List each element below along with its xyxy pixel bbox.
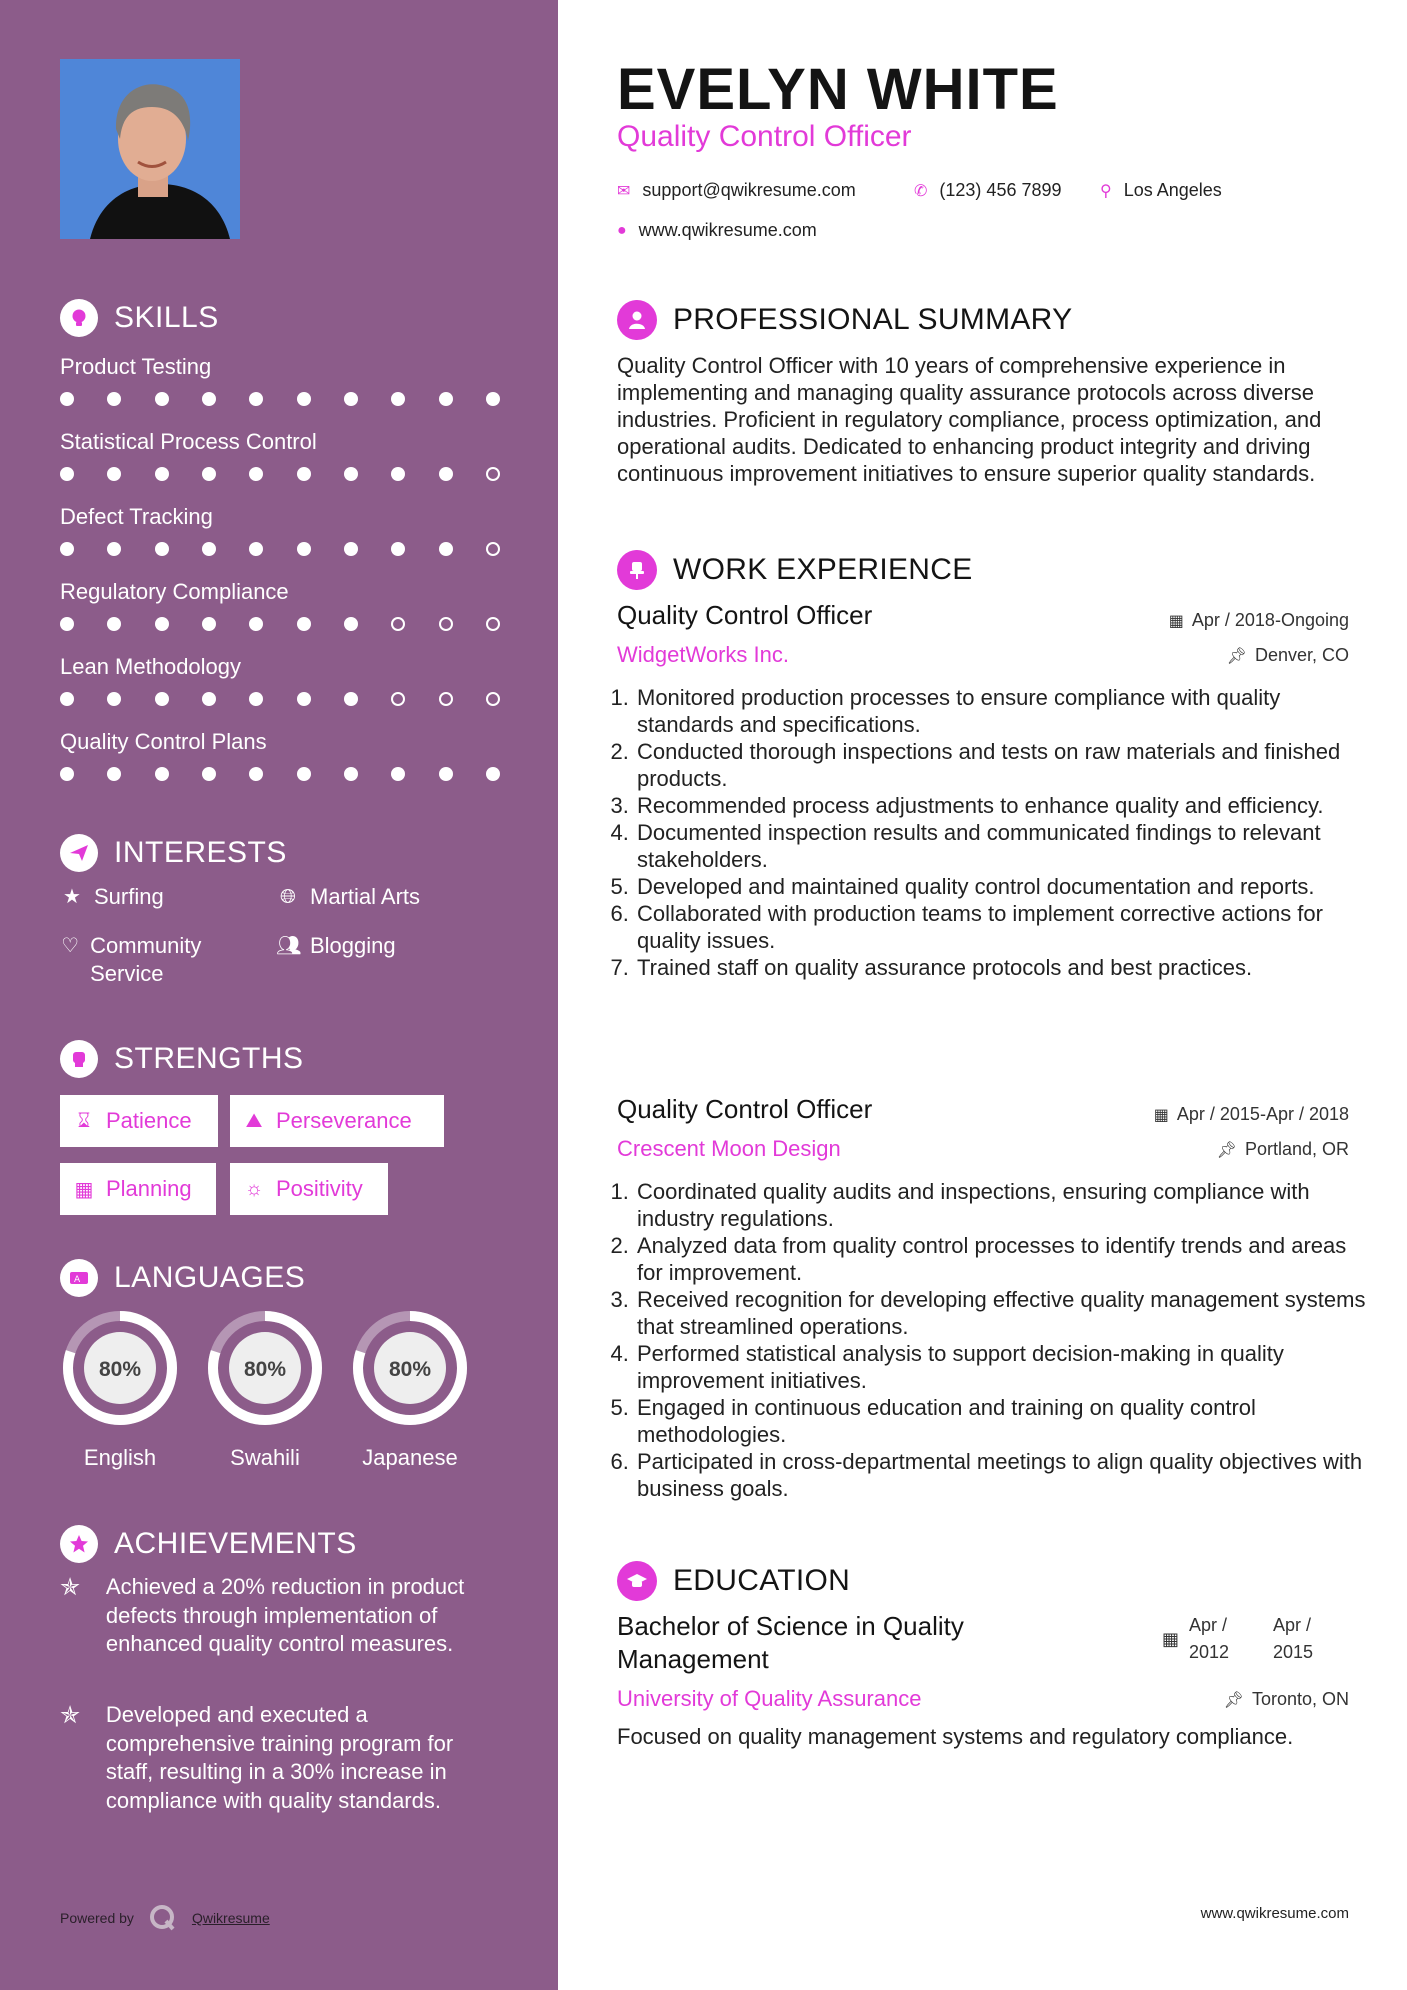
rating-dot-filled	[344, 542, 358, 556]
contact-phone[interactable]	[914, 180, 1062, 201]
pin-icon: 📌︎	[1216, 1141, 1237, 1159]
contact-location	[1100, 180, 1222, 201]
rating-dot-filled	[107, 542, 121, 556]
rating-dot-filled	[344, 392, 358, 406]
job-bullet: 4. Performed statistical analysis to support decision-making in quality improvement initiatives.	[635, 1340, 1375, 1394]
rating-dot-filled	[391, 767, 405, 781]
rating-dot-filled	[155, 542, 169, 556]
rating-dot-filled	[344, 617, 358, 631]
star-icon: ★	[63, 886, 81, 908]
hourglass-icon: ⌛︎	[77, 1109, 91, 1132]
experience-title: WORK EXPERIENCE	[673, 553, 973, 586]
job-company: Crescent Moon Design	[617, 1136, 841, 1161]
job-bullet: 5. Engaged in continuous education and training on quality control methodologies.	[635, 1394, 1375, 1448]
interest-label: Martial Arts	[310, 884, 421, 909]
rating-dot-filled	[391, 392, 405, 406]
job-dates-text: Apr / 2018-Ongoing	[1191, 610, 1349, 630]
interest-item	[60, 883, 164, 911]
education-text: Focused on quality management systems and regulatory compliance.	[617, 1724, 1294, 1749]
calendar-icon: ▦	[1162, 1629, 1180, 1649]
road-icon: ⛰︎	[245, 1109, 263, 1132]
rating-dot-filled	[202, 392, 216, 406]
skill-item	[60, 352, 510, 406]
pin-icon: 📌︎	[1226, 647, 1247, 665]
language-percent: 80%	[243, 1358, 287, 1381]
rating-dot-empty	[486, 542, 500, 556]
interest-label: Community Service	[90, 933, 202, 986]
rating-dot-filled	[297, 542, 311, 556]
lightbulb-icon	[60, 299, 98, 337]
job-bullet: 3. Recommended process adjustments to enhance quality and efficiency.	[635, 792, 1375, 819]
language-progress-ring	[205, 1308, 325, 1428]
job-location-text: Denver, CO	[1254, 645, 1349, 665]
powered-label: Powered by	[60, 1910, 134, 1926]
language-percent: 80%	[388, 1358, 432, 1381]
job-company: WidgetWorks Inc.	[617, 642, 789, 667]
rating-dot-filled	[297, 767, 311, 781]
rating-dot-filled	[107, 767, 121, 781]
skill-item	[60, 502, 510, 556]
job-bullet: 2. Analyzed data from quality control processes to identify trends and areas for improvement.	[635, 1232, 1375, 1286]
language-icon	[60, 1259, 98, 1297]
achievement-text: Achieved a 20% reduction in product defects through implementation of enhanced quality control measures.	[105, 1574, 465, 1656]
education-start: Apr / 2012	[1189, 1615, 1230, 1662]
strength-label: Perseverance	[276, 1108, 412, 1133]
skill-label: Quality Control Plans	[60, 729, 267, 754]
qwikresume-logo-icon	[148, 1903, 178, 1933]
job-bullet: 1. Monitored production processes to ensure compliance with quality standards and specifications.	[635, 684, 1375, 738]
interest-label: Surfing	[94, 884, 164, 909]
phone-icon: ✆	[914, 182, 928, 200]
contact-website[interactable]	[617, 220, 817, 241]
skill-label: Lean Methodology	[60, 654, 242, 679]
sidebar	[0, 0, 558, 1990]
calendar-icon: ▦	[74, 1178, 94, 1201]
strength-badge	[230, 1095, 444, 1147]
website-text: www.qwikresume.com	[638, 220, 817, 240]
interest-label: Blogging	[310, 933, 396, 958]
rating-dot-filled	[391, 542, 405, 556]
job-title: Quality Control Officer	[617, 1094, 873, 1124]
skill-item	[60, 727, 510, 781]
rating-dot-filled	[486, 392, 500, 406]
star-badge-icon	[60, 1525, 98, 1563]
rating-dot-filled	[202, 767, 216, 781]
rating-dot-filled	[297, 467, 311, 481]
envelope-icon: ✉	[617, 182, 631, 200]
rating-dot-empty	[391, 692, 405, 706]
school-location-text: Toronto, ON	[1251, 1689, 1349, 1709]
job-bullet: 4. Documented inspection results and communicated findings to relevant stakeholders.	[635, 819, 1375, 873]
job-location	[1227, 645, 1349, 666]
strength-label: Positivity	[276, 1176, 363, 1201]
skills-header	[60, 299, 219, 337]
rating-dot-filled	[60, 467, 74, 481]
rating-dot-empty	[486, 692, 500, 706]
job-dates	[1169, 610, 1349, 631]
language-name: Swahili	[230, 1445, 300, 1470]
shooting-star-icon: ✯	[60, 1702, 81, 1729]
rating-dot-filled	[344, 692, 358, 706]
job-bullet: 6. Collaborated with production teams to implement corrective actions for quality issues.	[635, 900, 1375, 954]
strengths-header	[60, 1040, 304, 1078]
strength-badge	[60, 1163, 216, 1215]
skill-label: Statistical Process Control	[60, 429, 317, 454]
rating-dot-filled	[60, 692, 74, 706]
rating-dot-filled	[249, 692, 263, 706]
skills-title: SKILLS	[114, 301, 219, 334]
strength-badge	[60, 1095, 218, 1147]
job-bullet: 5. Developed and maintained quality control documentation and reports.	[635, 873, 1375, 900]
skill-rating	[60, 767, 500, 781]
interest-item	[276, 932, 396, 960]
shooting-star-icon: ✯	[60, 1574, 81, 1601]
rating-dot-filled	[202, 692, 216, 706]
education-dates	[1162, 1612, 1333, 1666]
office-chair-icon	[617, 550, 657, 590]
job-bullet: 7. Trained staff on quality assurance protocols and best practices.	[635, 954, 1375, 981]
school-name: University of Quality Assurance	[617, 1686, 922, 1711]
skill-rating	[60, 467, 500, 481]
calendar-icon: ▦	[1153, 1106, 1169, 1124]
skill-label: Product Testing	[60, 354, 212, 379]
rating-dot-filled	[391, 467, 405, 481]
job-title: Quality Control Officer	[617, 600, 873, 630]
footer-url[interactable]: www.qwikresume.com	[1200, 1905, 1349, 1922]
skill-rating	[60, 617, 500, 631]
language-percent: 80%	[98, 1358, 142, 1381]
skill-label: Regulatory Compliance	[60, 579, 289, 604]
email-text: support@qwikresume.com	[642, 180, 856, 200]
experience-header	[617, 550, 973, 590]
rating-dot-filled	[297, 392, 311, 406]
user-icon	[617, 300, 657, 340]
rating-dot-filled	[439, 467, 453, 481]
users-icon: 👥︎	[276, 935, 302, 957]
job-location	[1217, 1139, 1349, 1160]
job-bullet: 2. Conducted thorough inspections and tests on raw materials and finished products.	[635, 738, 1375, 792]
graduation-cap-icon	[617, 1561, 657, 1601]
strength-label: Planning	[106, 1176, 192, 1201]
calendar-icon: ▦	[1168, 612, 1184, 630]
fist-icon	[60, 1040, 98, 1078]
candidate-role: Quality Control Officer	[617, 120, 912, 153]
pin-icon: 📌︎	[1223, 1691, 1244, 1709]
job-bullet: 3. Received recognition for developing effective quality management systems that streamlined operations.	[635, 1286, 1375, 1340]
rating-dot-filled	[60, 617, 74, 631]
job-bullet: 6. Participated in cross-departmental meetings to align quality objectives with business goals.	[635, 1448, 1375, 1502]
rating-dot-filled	[249, 617, 263, 631]
education-header	[617, 1561, 850, 1601]
rating-dot-filled	[60, 542, 74, 556]
rating-dot-filled	[107, 692, 121, 706]
rating-dot-filled	[107, 617, 121, 631]
rating-dot-filled	[107, 392, 121, 406]
achievement-text: Developed and executed a comprehensive training program for staff, resulting in a 30% increase in compliance with quality standards.	[105, 1702, 454, 1813]
rating-dot-filled	[297, 617, 311, 631]
location-text: Los Angeles	[1123, 180, 1222, 200]
job-bullet: 1. Coordinated quality audits and inspections, ensuring compliance with industry regulations.	[635, 1178, 1375, 1232]
achievement-item	[60, 1573, 500, 1659]
phone-text: (123) 456 7899	[939, 180, 1062, 200]
rating-dot-filled	[486, 767, 500, 781]
rating-dot-filled	[249, 467, 263, 481]
rating-dot-filled	[344, 467, 358, 481]
summary-header	[617, 300, 1072, 340]
language-item	[350, 1308, 470, 1471]
rating-dot-filled	[439, 542, 453, 556]
candidate-name: EVELYN WHITE	[617, 57, 1059, 122]
rating-dot-filled	[155, 692, 169, 706]
language-item	[205, 1308, 325, 1471]
job-bullets	[617, 684, 1375, 981]
summary-title: PROFESSIONAL SUMMARY	[673, 303, 1073, 336]
rating-dot-filled	[155, 467, 169, 481]
language-item	[60, 1308, 180, 1471]
achievements-title: ACHIEVEMENTS	[114, 1527, 357, 1560]
powered-brand-link[interactable]: Qwikresume	[191, 1910, 270, 1926]
rating-dot-filled	[439, 767, 453, 781]
job-bullets	[617, 1178, 1375, 1502]
rating-dot-filled	[202, 542, 216, 556]
handshake-icon: ♡	[61, 935, 80, 957]
degree-title: Bachelor of Science in Quality Management	[617, 1611, 964, 1674]
rating-dot-filled	[249, 767, 263, 781]
rating-dot-empty	[486, 467, 500, 481]
rating-dot-filled	[439, 392, 453, 406]
language-progress-ring	[350, 1308, 470, 1428]
language-name: Japanese	[362, 1445, 458, 1470]
rating-dot-filled	[155, 767, 169, 781]
skill-rating	[60, 542, 500, 556]
strengths-title: STRENGTHS	[114, 1042, 304, 1075]
svg-text:A: A	[74, 1275, 81, 1285]
rating-dot-filled	[297, 692, 311, 706]
strength-label: Patience	[106, 1108, 192, 1133]
rating-dot-filled	[155, 392, 169, 406]
skill-rating	[60, 692, 500, 706]
interest-item	[276, 883, 420, 911]
rating-dot-filled	[107, 467, 121, 481]
globe-icon: 🌐︎	[280, 886, 296, 908]
rating-dot-empty	[486, 617, 500, 631]
languages-title: LANGUAGES	[114, 1261, 306, 1294]
profile-photo	[60, 59, 240, 239]
interests-title: INTERESTS	[114, 836, 287, 869]
job-location-text: Portland, OR	[1244, 1139, 1349, 1159]
education-title: EDUCATION	[673, 1564, 851, 1597]
summary-text: Quality Control Officer with 10 years of comprehensive experience in implementing and managing quality assurance protocols across diverse industries. Proficient in regulatory compliance, process optimization, and operational audits. Dedicated to enhancing product integrity and driving continuous improvement initiatives to ensure superior quality standards.	[617, 353, 1322, 486]
rating-dot-empty	[391, 617, 405, 631]
paper-plane-icon	[60, 834, 98, 872]
interest-item	[60, 932, 250, 988]
rating-dot-filled	[202, 617, 216, 631]
globe-icon: ●	[617, 221, 627, 239]
skill-item	[60, 577, 510, 631]
rating-dot-filled	[202, 467, 216, 481]
rating-dot-filled	[249, 392, 263, 406]
achievement-item	[60, 1701, 500, 1815]
rating-dot-filled	[60, 392, 74, 406]
achievements-header	[60, 1525, 357, 1563]
contact-email[interactable]	[617, 180, 856, 201]
rating-dot-filled	[344, 767, 358, 781]
languages-header	[60, 1259, 305, 1297]
job-dates	[1154, 1104, 1349, 1125]
map-pin-icon: ⚲	[1100, 182, 1112, 200]
sun-icon: ☼	[244, 1177, 264, 1200]
job-dates-text: Apr / 2015-Apr / 2018	[1176, 1104, 1349, 1124]
skill-item	[60, 427, 510, 481]
language-name: English	[83, 1445, 157, 1470]
rating-dot-filled	[60, 767, 74, 781]
skill-rating	[60, 392, 500, 406]
rating-dot-filled	[249, 542, 263, 556]
rating-dot-filled	[155, 617, 169, 631]
rating-dot-empty	[439, 617, 453, 631]
strength-badge	[230, 1163, 388, 1215]
skill-label: Defect Tracking	[60, 504, 213, 529]
language-progress-ring	[60, 1308, 180, 1428]
interests-header	[60, 834, 287, 872]
skill-item	[60, 652, 510, 706]
powered-by	[60, 1903, 270, 1933]
rating-dot-empty	[439, 692, 453, 706]
school-location	[1224, 1689, 1349, 1710]
education-end: Apr / 2015	[1273, 1615, 1314, 1662]
